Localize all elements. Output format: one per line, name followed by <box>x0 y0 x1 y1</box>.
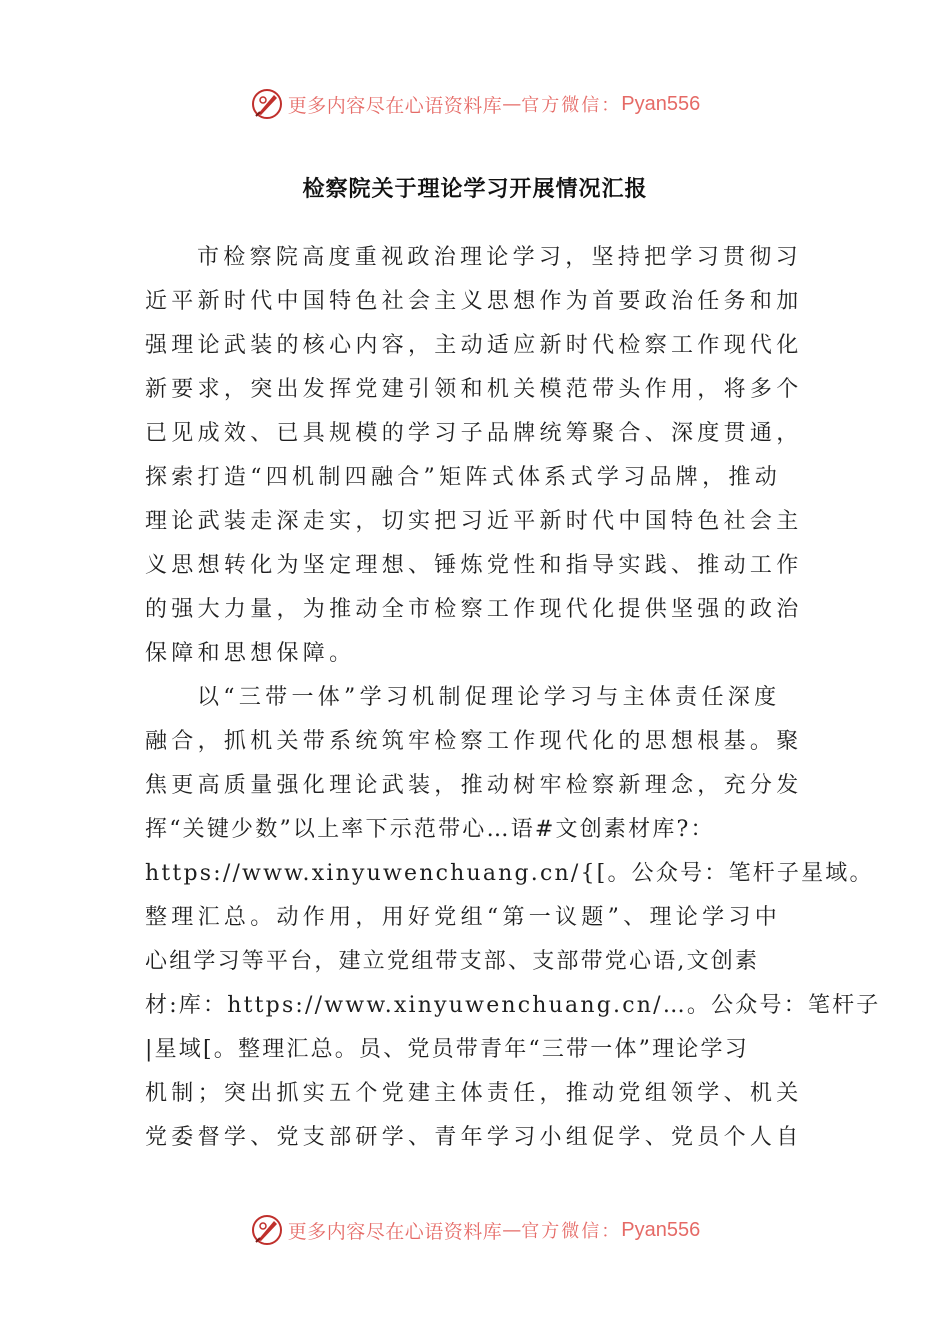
body-line: 市检察院高度重视政治理论学习，坚持把学习贯彻习 <box>197 245 802 270</box>
banner-text: 更多内容尽在心语资料库 <box>287 94 503 117</box>
body-line: 焦更高质量强化理论武装，推动树牢检察新理念，充分发 <box>145 773 803 798</box>
footer-banner <box>0 1210 950 1250</box>
body-line: 材:库：https://www.xinyuwenchuang.cn/…。公众号：笔杆子 <box>145 993 881 1018</box>
banner-dash: — <box>502 1219 522 1241</box>
header-banner <box>0 84 950 124</box>
document-body <box>145 236 881 1160</box>
body-line: 理论武装走深走实，切实把习近平新时代中国特色社会主 <box>145 509 803 534</box>
body-line: 的强大力量，为推动全市检察工作现代化提供坚强的政治 <box>145 597 803 622</box>
body-line: 新要求，突出发挥党建引领和机关模范带头作用，将多个 <box>145 377 803 402</box>
body-line: 融合，抓机关带系统筑牢检察工作现代化的思想根基。聚 <box>145 729 803 754</box>
body-line: 以“三带一体”学习机制促理论学习与主体责任深度 <box>197 685 781 710</box>
body-line: 整理汇总。动作用，用好党组“第一议题”、理论学习中 <box>145 905 781 930</box>
body-line: 挥“关键少数”以上率下示范带心…语#文创素材库?： <box>145 817 715 842</box>
banner-text: 更多内容尽在心语资料库 <box>287 1220 503 1243</box>
body-line: |星域[。整理汇总。员、党员带青年“三带一体”理论学习 <box>145 1037 749 1062</box>
banner-wechat-label: 官方微信： <box>521 95 622 116</box>
body-line: 机制；突出抓实五个党建主体责任，推动党组领学、机关 <box>145 1081 803 1106</box>
banner-wechat-id: Pyan556 <box>621 1218 701 1241</box>
body-line: 心组学习等平台，建立党组带支部、支部带党心语,文创素 <box>145 949 760 974</box>
body-line: 保障和思想保障。 <box>145 641 356 666</box>
body-line: https://www.xinyuwenchuang.cn/{[。公众号：笔杆子星域。 <box>145 861 874 886</box>
body-line: 已见成效、已具规模的学习子品牌统筹聚合、深度贯通， <box>145 421 803 446</box>
banner-wechat-id: Pyan556 <box>621 92 701 115</box>
body-line: 近平新时代中国特色社会主义思想作为首要政治任务和加 <box>145 289 803 314</box>
banner-wechat-label: 官方微信： <box>521 1221 622 1242</box>
quill-logo-icon <box>250 87 284 121</box>
body-line: 强理论武装的核心内容，主动适应新时代检察工作现代化 <box>145 333 803 358</box>
body-line: 党委督学、党支部研学、青年学习小组促学、党员个人自 <box>145 1125 803 1150</box>
body-line: 探索打造“四机制四融合”矩阵式体系式学习品牌，推动 <box>145 465 781 490</box>
quill-logo-icon <box>250 1213 284 1247</box>
banner-dash: — <box>502 93 522 115</box>
document-title: 检察院关于理论学习开展情况汇报 <box>302 177 648 202</box>
body-line: 义思想转化为坚定理想、锤炼党性和指导实践、推动工作 <box>145 553 803 578</box>
